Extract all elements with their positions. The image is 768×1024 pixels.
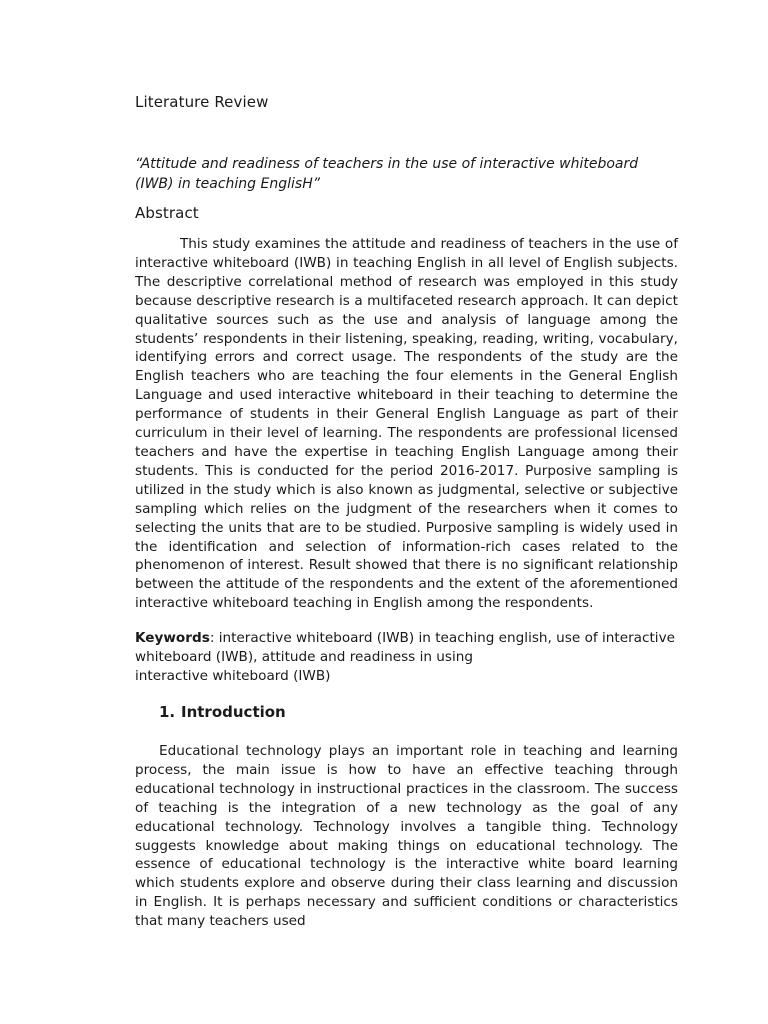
keywords-text: : interactive whiteboard (IWB) in teaching english, use of interactive whiteboard (IWB), attitude and readiness in using xyxy=(135,630,675,665)
introduction-heading-label: Introduction xyxy=(181,703,286,721)
abstract-body: This study examines the attitude and readiness of teachers in the use of interactive whiteboard (IWB) in teaching English in all level of English subjects. The descriptive correlational method of research was employed in this study because descriptive research is a multifaceted research approach. It can depict qualitative sources such as the use and analysis of language among the students’ respondents in their listening, speaking, reading, writing, vocabulary, identifying errors and correct usage. The respondents of the study are the English teachers who are teaching the four elements in the General English Language and used interactive whiteboard in their teaching to determine the performance of students in their General English Language as part of their curriculum in their level of learning. The respondents are professional licensed teachers and have the expertise in teaching English Language among their students. This is conducted for the period 2016-2017. Purposive sampling is utilized in the study which is also known as judgmental, selective or subjective sampling which relies on the judgment of the researchers when it comes to selecting the units that are to be studied. Purposive sampling is widely used in the identification and selection of information-rich cases related to the phenomenon of interest. Result showed that there is no significant relationship between the attitude of the respondents and the extent of the aforementioned interactive whiteboard teaching in English among the respondents. xyxy=(135,236,678,612)
keywords-paragraph xyxy=(135,629,678,686)
document-subtitle: “Attitude and readiness of teachers in the use of interactive whiteboard (IWB) in teaching EnglisH” xyxy=(135,156,639,192)
abstract-heading: Abstract xyxy=(135,204,199,222)
document-title: Literature Review xyxy=(135,93,269,111)
keywords-label: Keywords xyxy=(135,630,210,646)
introduction-body: Educational technology plays an important role in teaching and learning process, the main issue is how to have an effective teaching through educational technology in instructional practices in the classroom. The success of teaching is the integration of a new technology as the goal of any educational technology. Technology involves a tangible thing. Technology suggests knowledge about making things on educational technology. The essence of educational technology is the interactive white board learning which students explore and observe during their class learning and discussion in English. It is perhaps necessary and sufficient conditions or characteristics that many teachers used xyxy=(135,743,678,930)
section-number: 1. xyxy=(159,703,176,721)
keywords-text-continued: interactive whiteboard (IWB) xyxy=(135,667,331,684)
introduction-heading xyxy=(159,703,286,721)
